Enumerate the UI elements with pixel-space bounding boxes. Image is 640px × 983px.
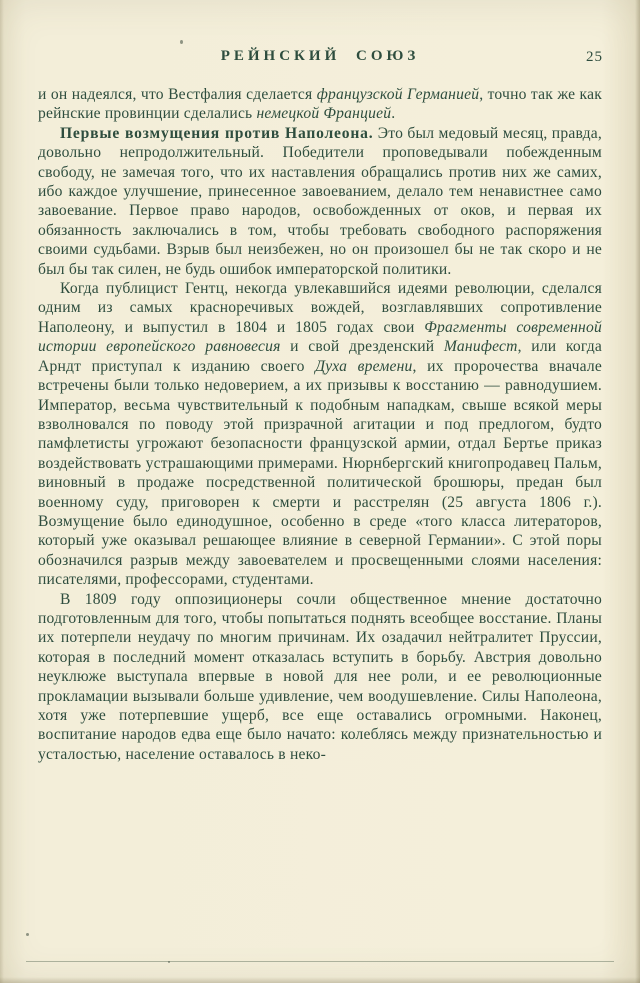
- bottom-rule: [26, 961, 614, 962]
- running-head: [0, 48, 640, 65]
- text-run: , или когда Арндт приступал к изданию своего: [38, 338, 602, 375]
- page-edge-left: [0, 0, 4, 983]
- text-run: Духа времени: [315, 357, 413, 375]
- ink-speck: [168, 961, 170, 963]
- ink-speck: [26, 933, 29, 936]
- text-run: , их пророчества вначале встречены были только недоверием, а их призывы к восстанию — равнодушием. Император, весьма чувствительный к подобным нападкам, свыше всякой меры взволновался по поводу этой призрачной агитации и под предлогом, будто памфлетисты угрожают безопасности французской армии, отдал Бертье приказ воздействовать устрашающими примерами. Нюрнбергский книгопродавец Пальм, виновный в продаже посредственной политической брошюры, предан был военному суду, приговорен к смерти и расстрелян (25 августа 1806 г.). Возмущение было единодушное, особенно в среде «того класса литераторов, который уже оказывал решающее влияние в северной Германии». С этой поры обозначился разрыв между завоевателем и просвещенными слоями населения: писателями, профессорами, студентами.: [38, 357, 602, 589]
- text-run: Фрагменты современной истории европейского равновесия: [38, 318, 602, 356]
- paragraph: [38, 279, 602, 590]
- page-number: 25: [586, 49, 603, 65]
- text-run: Первые возмущения против Наполеона.: [60, 124, 374, 142]
- paragraph: [38, 590, 602, 765]
- page-edge-bottom: [0, 977, 640, 983]
- text-run: французской Германией: [316, 86, 480, 103]
- page-text: [38, 85, 602, 764]
- text-run: Когда публицист Гентц, некогда увлекавшийся идеями революции, сделался одним из самых красноречивых вождей, возглавлявших сопротивление Наполеону, и выпустил в 1804 и 1805 годах свои: [38, 280, 602, 336]
- text-run: и он надеялся, что Вестфалия сделается: [38, 86, 317, 103]
- ink-speck: [180, 40, 183, 44]
- paragraph: [38, 124, 602, 279]
- text-run: Это был медовый месяц, правда, довольно непродолжительный. Победители проповедывали побежденным свободу, не замечая того, что их наставления обращались против них же самих, ибо каждое улучшение, принесенное завоеванием, делало тем ненавистнее само завоевание. Первое право народов, освобожденных от оков, и первая их обязанность заключались в том, чтобы требовать свободного распоряжения своими судьбами. Взрыв был неизбежен, но он произошел бы не так скоро и не был бы так силен, не будь ошибок императорской политики.: [38, 124, 602, 278]
- running-head-title: РЕЙНСКИЙ СОЮЗ: [220, 48, 420, 64]
- page-edge-right: [635, 0, 640, 983]
- text-run: , точно так же как рейнские провинции сделались: [38, 86, 602, 123]
- text-run: .: [391, 105, 396, 123]
- text-run: В 1809 году оппозиционеры сочли общественное мнение достаточно подготовленным для того, чтобы попытаться поднять всеобщее восстание. Планы их потерпели неудачу по многим причинам. Их озадачил нейтралитет Пруссии, которая в последний момент отказалась вступить в борьбу. Австрия довольно неуклюже выступала впервые в новой для нее роли, и ее революционные прокламации вызывали больше удивление, чем воодушевление. Силы Наполеона, хотя уже потерпевшие ущерб, все еще оставались огромными. Наконец, воспитание народов едва еще было начато: колеблясь между признательностью и усталостью, население оставалось в неко-: [38, 590, 602, 763]
- paragraph: [38, 85, 602, 124]
- text-run: Манифест: [443, 338, 518, 356]
- text-run: и свой дрезденский: [280, 338, 444, 356]
- text-run: немецкой Францией: [256, 105, 392, 123]
